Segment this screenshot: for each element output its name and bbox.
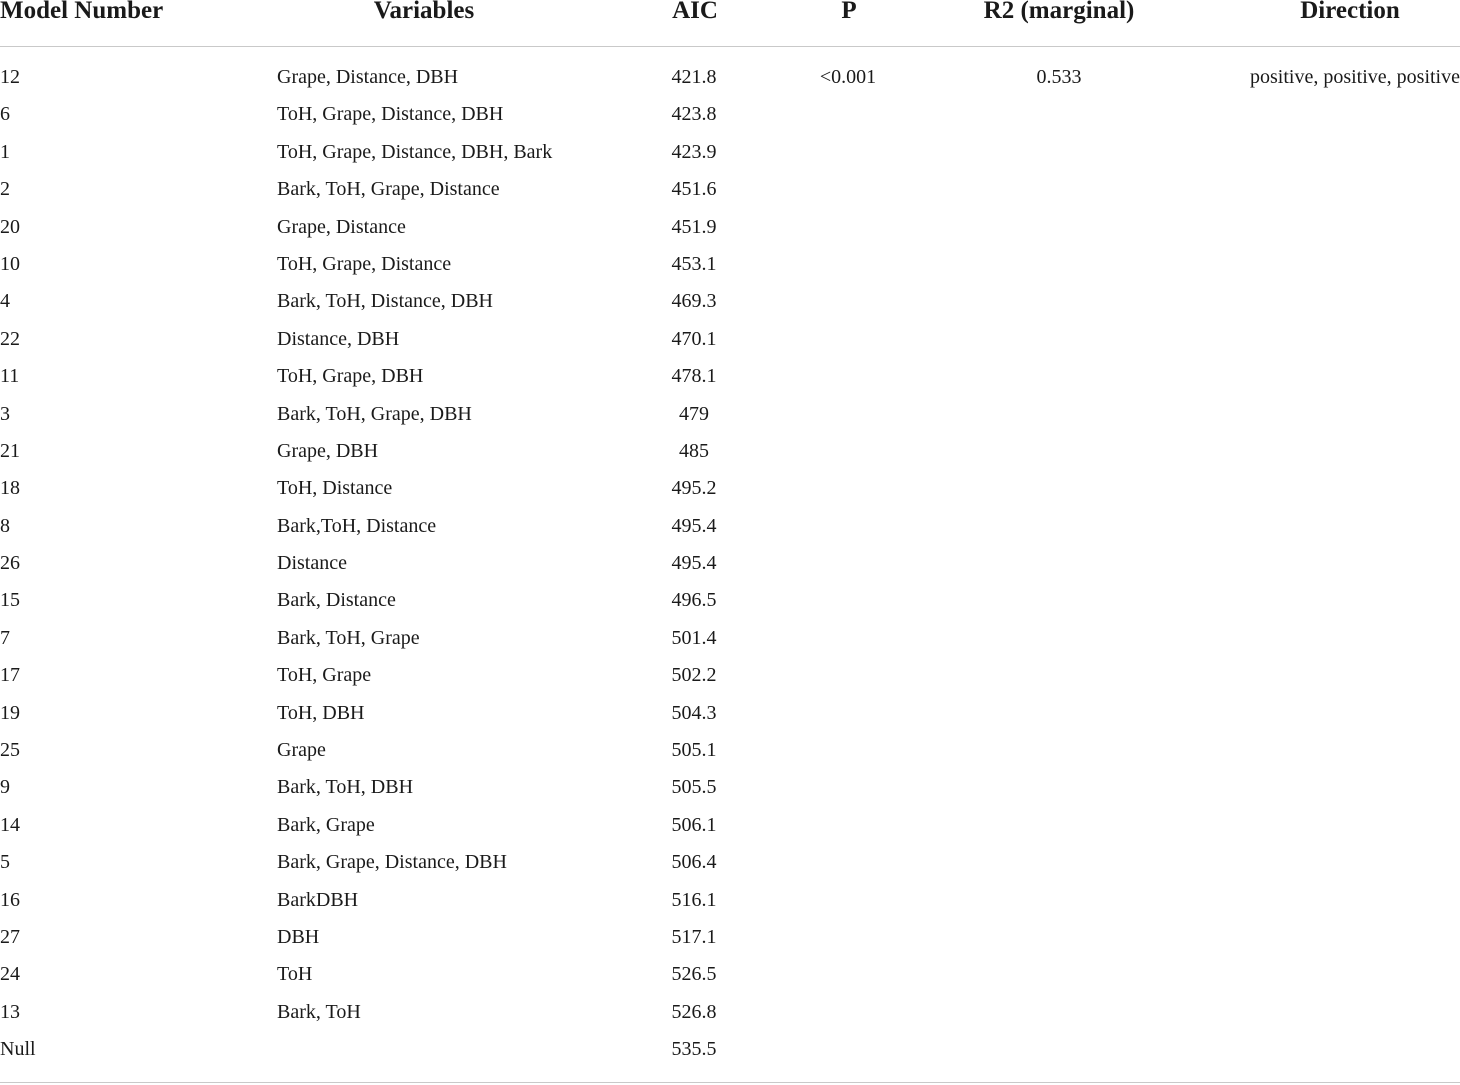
table-header bbox=[0, 0, 1460, 47]
table-row bbox=[0, 582, 1460, 619]
model-number-cell: 13 bbox=[0, 1000, 20, 1023]
aic-cell: 526.8 bbox=[671, 1000, 717, 1023]
table-row bbox=[0, 470, 1460, 507]
aic-cell: 535.5 bbox=[671, 1038, 717, 1061]
table-body bbox=[0, 47, 1460, 1069]
variables-cell: Bark,ToH, Distance bbox=[277, 514, 437, 537]
table-row bbox=[0, 59, 1460, 96]
table-row bbox=[0, 769, 1460, 806]
model-number-cell: 14 bbox=[0, 813, 20, 836]
model-number-cell: 7 bbox=[0, 626, 10, 649]
aic-cell: 478.1 bbox=[671, 365, 717, 388]
table-row bbox=[0, 732, 1460, 769]
variables-cell: ToH, Grape, Distance bbox=[277, 252, 452, 275]
model-number-cell: 6 bbox=[0, 103, 10, 126]
header-direction: Direction bbox=[1300, 0, 1400, 24]
header-p: P bbox=[841, 0, 857, 24]
header-variables: Variables bbox=[373, 0, 475, 24]
table-row bbox=[0, 994, 1460, 1031]
variables-cell: Distance, DBH bbox=[277, 327, 400, 350]
model-number-cell: 3 bbox=[0, 402, 10, 425]
aic-cell: 506.1 bbox=[671, 813, 717, 836]
aic-cell: 423.9 bbox=[671, 140, 717, 163]
model-number-cell: 19 bbox=[0, 701, 20, 724]
model-number-cell: 20 bbox=[0, 215, 20, 238]
aic-cell: 502.2 bbox=[671, 664, 717, 687]
aic-cell: 501.4 bbox=[671, 626, 717, 649]
variables-cell: ToH bbox=[277, 963, 313, 986]
model-number-cell: 9 bbox=[0, 776, 10, 799]
variables-cell: Grape, Distance bbox=[277, 215, 406, 238]
aic-cell: 421.8 bbox=[671, 66, 717, 88]
aic-cell: 526.5 bbox=[671, 963, 717, 986]
aic-cell: 495.2 bbox=[671, 477, 717, 500]
table-row bbox=[0, 695, 1460, 732]
table-row bbox=[0, 882, 1460, 919]
model-number-cell: 24 bbox=[0, 963, 20, 986]
aic-cell: 485 bbox=[679, 439, 709, 462]
model-number-cell: 21 bbox=[0, 439, 20, 462]
model-number-cell: 5 bbox=[0, 851, 10, 874]
table-row bbox=[0, 508, 1460, 545]
direction-cell: positive, positive, positive bbox=[1250, 66, 1460, 88]
variables-cell: ToH, Grape, Distance, DBH, Bark bbox=[277, 140, 553, 163]
variables-cell: ToH, Grape bbox=[277, 664, 372, 687]
table-row bbox=[0, 96, 1460, 133]
table-row bbox=[0, 657, 1460, 694]
variables-cell: Bark, ToH, DBH bbox=[277, 776, 414, 799]
table-row bbox=[0, 283, 1460, 320]
table-row bbox=[0, 246, 1460, 283]
variables-cell: Bark, ToH, Grape, DBH bbox=[277, 402, 472, 425]
table-row bbox=[0, 209, 1460, 246]
aic-cell: 451.6 bbox=[671, 178, 717, 201]
model-number-cell: 11 bbox=[0, 365, 20, 388]
model-number-cell: 27 bbox=[0, 925, 20, 948]
table-bottom-rule bbox=[0, 1082, 1460, 1083]
table-row bbox=[0, 358, 1460, 395]
table-row bbox=[0, 1031, 1460, 1068]
aic-cell: 505.5 bbox=[671, 776, 717, 799]
p-value-cell: <0.001 bbox=[819, 66, 877, 88]
table-row bbox=[0, 433, 1460, 470]
variables-cell: Bark, ToH, Grape, Distance bbox=[277, 178, 500, 201]
table-row bbox=[0, 844, 1460, 881]
table-row bbox=[0, 919, 1460, 956]
model-number-cell: 16 bbox=[0, 888, 20, 911]
aic-cell: 517.1 bbox=[671, 925, 717, 948]
variables-cell: Bark, ToH, Distance, DBH bbox=[277, 290, 493, 313]
variables-cell: ToH, Distance bbox=[277, 477, 393, 500]
variables-cell: BarkDBH bbox=[277, 888, 359, 911]
header-model-number: Model Number bbox=[0, 0, 164, 24]
aic-cell: 505.1 bbox=[671, 739, 717, 762]
variables-cell: Bark, Grape, Distance, DBH bbox=[277, 851, 507, 874]
model-number-cell: 22 bbox=[0, 327, 20, 350]
variables-cell: Grape, Distance, DBH bbox=[277, 66, 459, 88]
table-row bbox=[0, 956, 1460, 993]
model-number-cell: 18 bbox=[0, 477, 20, 500]
table-row bbox=[0, 321, 1460, 358]
model-number-cell: 1 bbox=[0, 140, 10, 163]
model-number-cell: 17 bbox=[0, 664, 20, 687]
aic-cell: 495.4 bbox=[671, 552, 717, 575]
aic-cell: 496.5 bbox=[671, 589, 717, 612]
model-number-cell: 15 bbox=[0, 589, 20, 612]
variables-cell: Bark, Grape bbox=[277, 813, 375, 836]
table-row bbox=[0, 134, 1460, 171]
aic-cell: 516.1 bbox=[671, 888, 717, 911]
variables-cell: ToH, DBH bbox=[277, 701, 365, 724]
aic-cell: 504.3 bbox=[671, 701, 717, 724]
variables-cell: DBH bbox=[277, 925, 320, 948]
model-number-cell: 12 bbox=[0, 66, 20, 88]
variables-cell: ToH, Grape, DBH bbox=[277, 365, 424, 388]
header-aic: AIC bbox=[672, 0, 718, 24]
model-number-cell: 2 bbox=[0, 178, 10, 201]
aic-cell: 423.8 bbox=[671, 103, 717, 126]
variables-cell: Distance bbox=[277, 552, 347, 575]
aic-cell: 453.1 bbox=[671, 252, 717, 275]
variables-cell: ToH, Grape, Distance, DBH bbox=[277, 103, 504, 126]
table-row bbox=[0, 620, 1460, 657]
model-number-cell: 25 bbox=[0, 739, 20, 762]
model-number-cell: 10 bbox=[0, 252, 20, 275]
aic-cell: 451.9 bbox=[671, 215, 717, 238]
table-row bbox=[0, 171, 1460, 208]
model-number-cell: 4 bbox=[0, 290, 10, 313]
variables-cell: Grape bbox=[277, 739, 326, 762]
table-row bbox=[0, 396, 1460, 433]
aic-cell: 470.1 bbox=[671, 327, 717, 350]
header-r2-marginal: R2 (marginal) bbox=[983, 0, 1135, 24]
variables-cell: Bark, ToH, Grape bbox=[277, 626, 420, 649]
model-number-cell: 26 bbox=[0, 552, 20, 575]
aic-cell: 479 bbox=[679, 402, 709, 425]
variables-cell: Bark, Distance bbox=[277, 589, 396, 612]
r2-cell: 0.533 bbox=[1036, 66, 1082, 88]
variables-cell: Bark, ToH bbox=[277, 1000, 361, 1023]
model-number-cell: Null bbox=[0, 1038, 36, 1061]
model-number-cell: 8 bbox=[0, 514, 10, 537]
variables-cell: Grape, DBH bbox=[277, 439, 379, 462]
aic-cell: 506.4 bbox=[671, 851, 717, 874]
table-row bbox=[0, 545, 1460, 582]
aic-cell: 495.4 bbox=[671, 514, 717, 537]
table-row bbox=[0, 807, 1460, 844]
aic-cell: 469.3 bbox=[671, 290, 717, 313]
